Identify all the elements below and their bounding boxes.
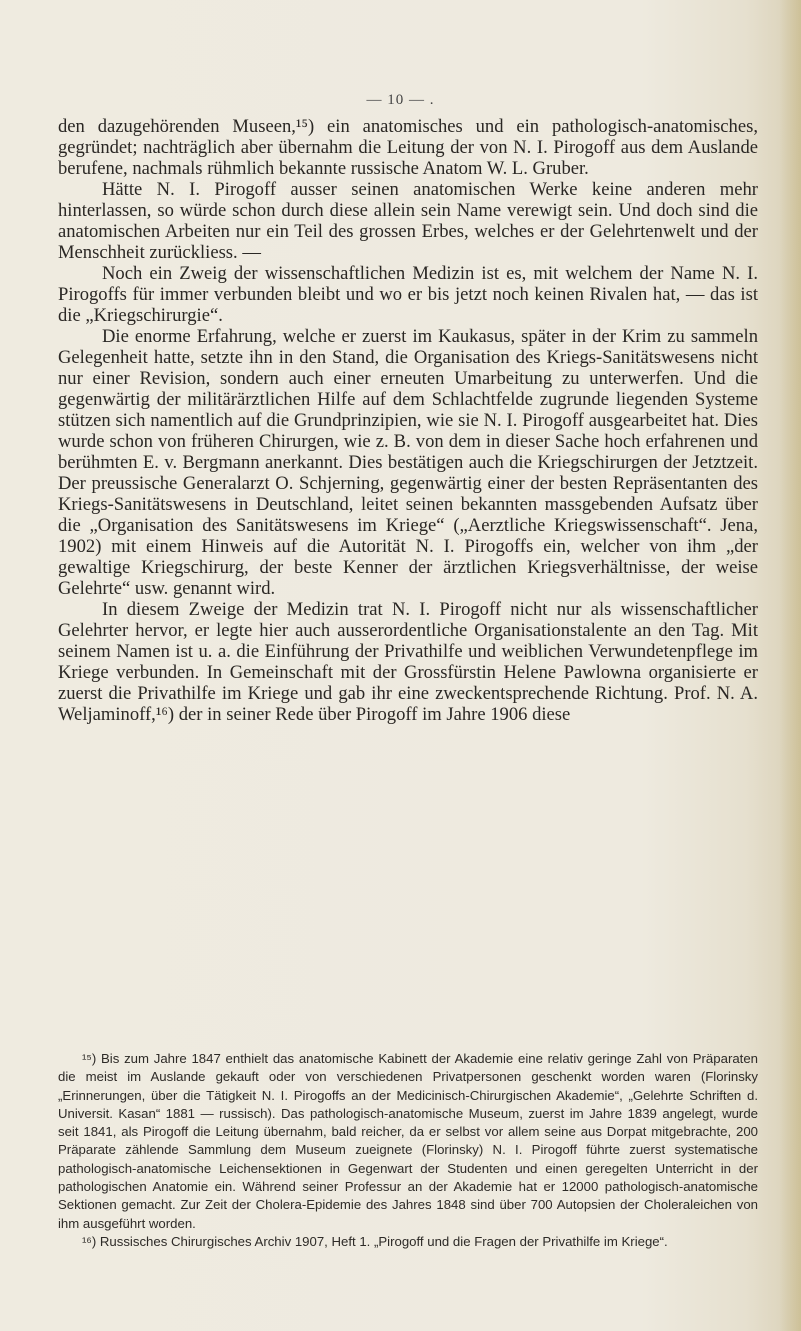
paragraph: Die enorme Erfahrung, welche er zuerst im Kaukasus, später in der Krim zu sammeln Gelegenheit hatte, setzte ihn in den Stand, die Organisation des Kriegs-Sanitätswesens nicht nur einer Revision, sondern auch einer erneuten Umarbeitung zu unterwerfen. Und die gegenwärtig der militärärztlichen Hilfe auf dem Schlachtfelde zugrunde liegenden Systeme stützen sich namentlich auf die Grundprinzipien, wie sie N. I. Pirogoff ausgearbeitet hat. Dies wurde schon von früheren Chirurgen, wie z. B. von dem in dieser Sache hoch erfahrenen und berühmten E. v. Bergmann anerkannt. Dies bestätigen auch die Kriegschirurgen der Jetztzeit. Der preussische Generalarzt O. Schjerning, gegenwärtig einer der besten Repräsentanten des Kriegs-Sanitätswesens in Deutschland, leitet seinen bekannten massgebenden Aufsatz über die „Organisation des Sanitätswesens im Kriege“ („Aerztliche Kriegswissenschaft“. Jena, 1902) mit einem Hinweis auf die Autorität N. I. Pirogoffs ein, welcher von ihm „der gewaltige Kriegschirurg, der beste Kenner der ärztlichen Kriegsverhältnisse, der weise Gelehrte“ usw. genannt wird. <box>58 326 758 599</box>
footnotes <box>58 1050 758 1251</box>
page-edge-stain <box>779 0 801 1331</box>
page-number: — 10 — . <box>366 92 435 108</box>
body-text <box>58 116 758 725</box>
paragraph: Hätte N. I. Pirogoff ausser seinen anatomischen Werke keine anderen mehr hinterlassen, so würde schon durch diese allein sein Name verewigt sein. Und doch sind die anatomischen Arbeiten nur ein Teil des grossen Erbes, welches er der Gelehrtenwelt und der Menschheit zurückliess. — <box>58 179 758 263</box>
footnote: ¹⁵) Bis zum Jahre 1847 enthielt das anatomische Kabinett der Akademie eine relativ geringe Zahl von Präparaten die meist im Auslande gekauft oder von verschiedenen Privatpersonen geschenkt worden waren (Florinsky „Erinnerungen, über die Tätigkeit N. I. Pirogoffs an der Medicinisch-Chirurgischen Akademie“, „Gelehrte Schriften d. Universit. Kasan“ 1881 — russisch). Das pathologisch-anatomische Museum, zuerst im Jahre 1839 angelegt, wurde seit 1841, als Pirogoff die Leitung übernahm, bald reicher, da er selbst vor allem seine aus Dorpat mitgebrachte, 200 Präparate zählende Sammlung dem Museum zueignete (Florinsky) N. I. Pirogoff führte zuerst systematische pathologisch-anatomische Leichensektionen in Gegenwart der Studenten und einen geregelten Unterricht in der pathologischen Anatomie ein. Während seiner Professur an der Akademie hat er 12000 pathologisch-anatomische Sektionen gemacht. Zur Zeit der Cholera-Epidemie des Jahres 1848 sind über 700 Autopsien der Choleraleichen von ihm ausgeführt worden. <box>58 1051 758 1231</box>
paragraph: den dazugehörenden Museen,¹⁵) ein anatomisches und ein pathologisch-anatomisches, gegründet; nachträglich aber übernahm die Leitung der von N. I. Pirogoff aus dem Auslande berufene, nachmals rühmlich bekannte russische Anatom W. L. Gruber. <box>58 116 758 179</box>
paragraph: Noch ein Zweig der wissenschaftlichen Medizin ist es, mit welchem der Name N. I. Pirogoffs für immer verbunden bleibt und wo er bis jetzt noch keinen Rivalen hat, — das ist die „Kriegschirurgie“. <box>58 263 758 326</box>
footnote: ¹⁶) Russisches Chirurgisches Archiv 1907, Heft 1. „Pirogoff und die Fragen der Privathilfe im Kriege“. <box>82 1233 668 1249</box>
paragraph: In diesem Zweige der Medizin trat N. I. Pirogoff nicht nur als wissenschaftlicher Gelehrter hervor, er legte hier auch ausserordentliche Organisationstalente an den Tag. Mit seinem Namen ist u. a. die Einführung der Privathilfe und weiblichen Verwundetenpflege im Kriege verbunden. In Gemeinschaft mit der Grossfürstin Helene Pawlowna organisierte er zuerst die Privathilfe im Kriege und gab ihr eine zweckentsprechende Richtung. Prof. N. A. Weljaminoff,¹⁶) der in seiner Rede über Pirogoff im Jahre 1906 diese <box>58 599 758 725</box>
